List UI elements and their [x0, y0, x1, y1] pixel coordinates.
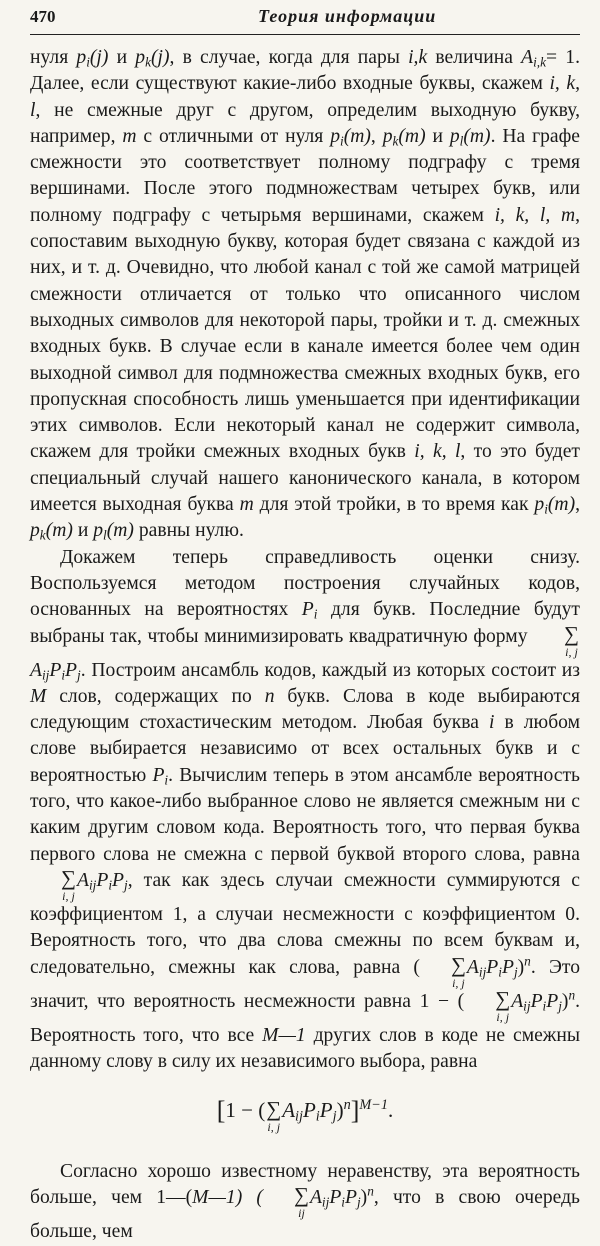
paragraph-1: нуля $p_i(j)$ и $p_k(j)$, в случае, когда для пары i,k величина $A_{i,k}= 1$. Далее, если существуют какие-либо входные буквы, скажем i, k, l, не смежные друг с другом, определим выходную букву, например, m с отличными от нуля $p_i(m)$, $p_k(m)$ и $p_l(m)$. На графе смежности это соответствует полному подграфу с тремя вершинами. После этого подмножествам четырех букв, или полному подграфу с четырьмя вершинами, скажем i, k, l, m, сопоставим выходную букву, которая будет связана с каждой из них, и т. д. Очевидно, что любой канал с той же самой матрицей смежности отличается от только что описанного числом выходных символов для некоторой пары, тройки и т. д. смежных входных букв. В случае если в канале имеется более чем один выходной символ для подмножества смежных входных букв, его пропускная способность лишь уменьшается при идентификации этих символов. Если некоторый канал не содержит символа, скажем для тройки смежных входных букв i, k, l, то это будет специальный случай нашего канонического канала, в котором имеется выходная буква m для этой тройки, в то время как $p_i(m)$, $p_k(m)$ и $p_l(m)$ равны нулю.: [30, 47, 580, 543]
sum-symbol: ∑ ij: [293, 1183, 309, 1221]
sum-symbol: ∑ i, j: [564, 621, 579, 659]
display-formula: [1 − ( ∑ i, j $A_{ij}P_iP_j)^n]^{M-1}$.: [216, 1096, 394, 1135]
page-header: [30, 6, 580, 35]
body-text: [30, 45, 580, 1246]
sum-symbol: ∑ i, j: [495, 986, 511, 1024]
sum-symbol: ∑ i, j: [266, 1097, 282, 1135]
running-head: Теория информации: [258, 6, 437, 26]
sum-symbol: ∑ i, j: [61, 865, 76, 903]
paragraph-2: Докажем теперь справедливость оценки снизу. Воспользуемся методом построения случайных кодов, основанных на вероятностях $P_i$ для букв. Последние будут выбраны так, чтобы минимизировать квадратичную форму ∑ i, j $A_{ij}P_iP_j$. Построим ансамбль кодов, каждый из которых состоит из M слов, содержащих по n букв. Слова в коде выбираются следующим стохастическим методом. Любая буква i в любом слове выбирается независимо от всех остальных букв и с вероятностью $P_i$. Вычислим теперь в этом ансамбле вероятность того, что какое-либо выбранное слово не является смежным ни с каким другим словом кода. Вероятность того, что первая буква первого слова не смежна с первой буквой второго слова, равна ∑ i, j $A_{ij}P_iP_j$, так как здесь случаи смежности суммируются с коэффициентом 1, а случаи несмежности с коэффициентом 0. Вероятность того, что два слова смежны по всем буквам и, следовательно, смежны как слова, равна ( ∑ i, j $A_{ij}P_iP_j)^n$. Это значит, что вероятность несмежности равна 1 − ( ∑ i, j $A_{ij}P_iP_j)^n$. Вероятность того, что все M—1 других слов в коде не смежны данному слову в силу их независимого выбора, равна: [30, 546, 580, 1072]
paragraph-3: Согласно хорошо известному неравенству, эта вероятность больше, чем 1—(M—1) ( ∑ ij $A_{ij}P_iP_j)^n$, что в свою очередь больше, чем: [30, 1161, 580, 1243]
sum-symbol: ∑ i, j: [450, 952, 466, 990]
page-number: 470: [30, 7, 56, 26]
